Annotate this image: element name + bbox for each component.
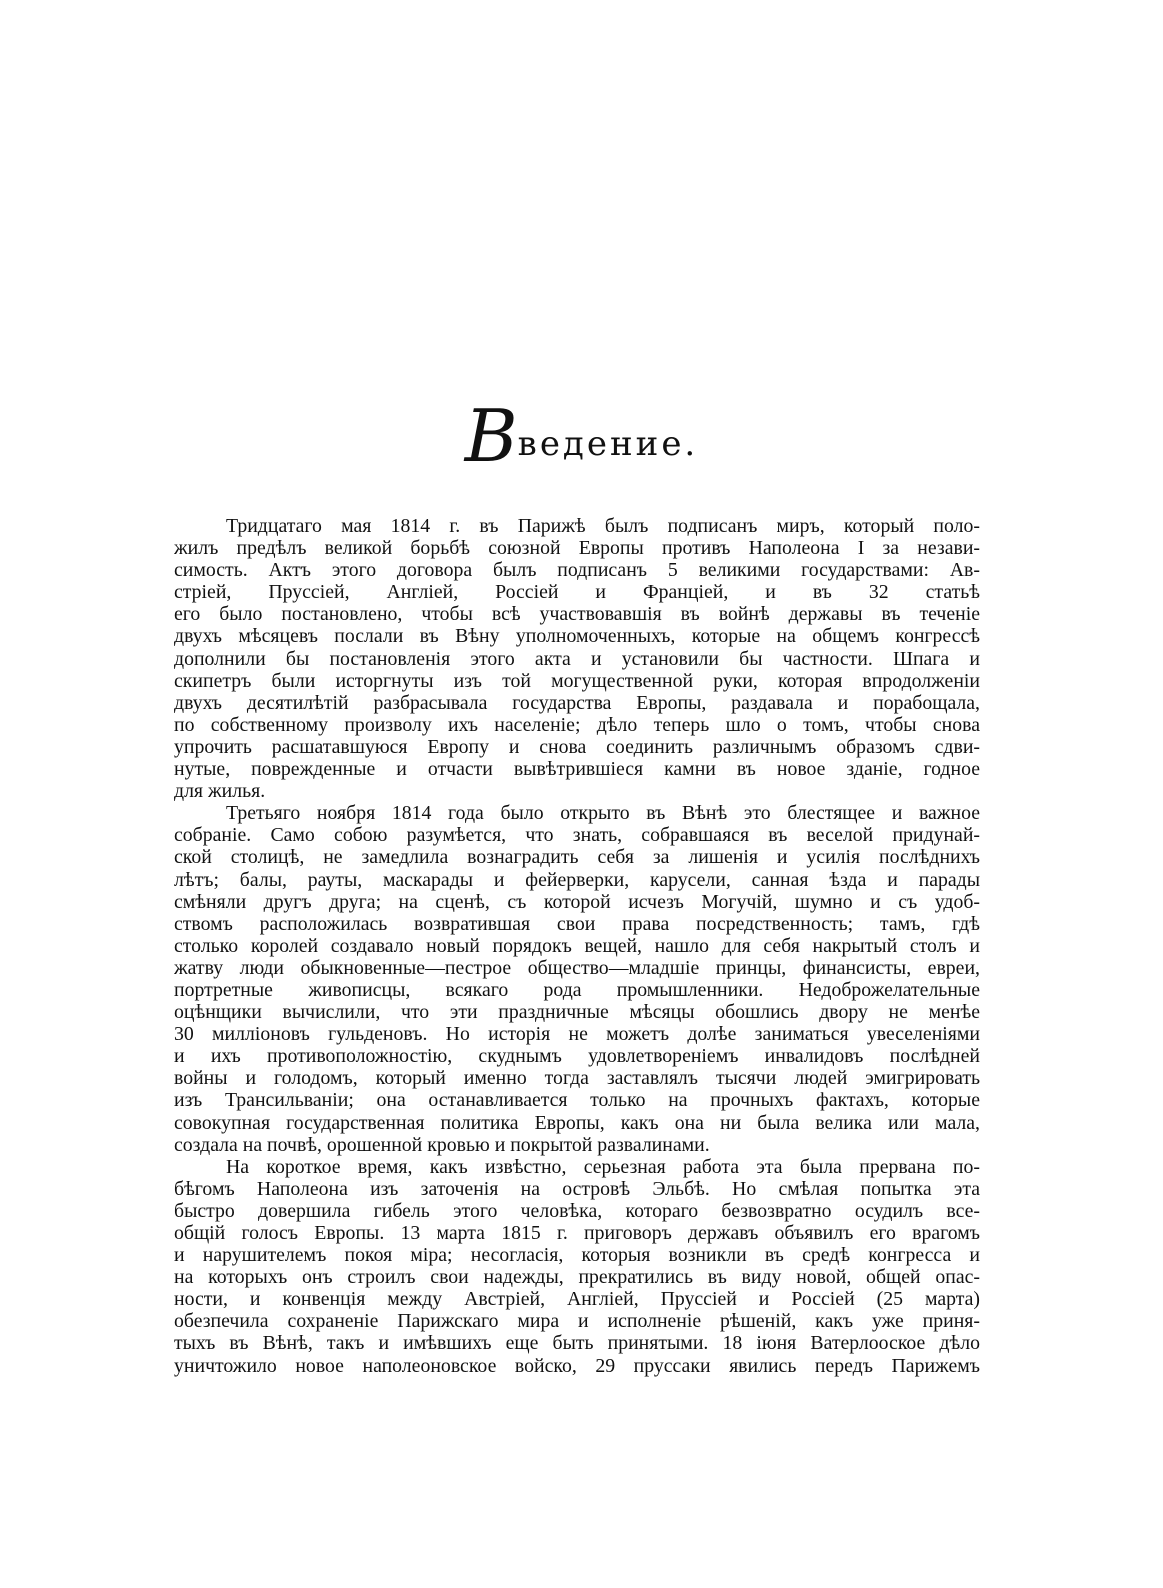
title-initial-letter: В [464,394,518,478]
text-line: 30 милліоновъ гульденовъ. Но исторія не можетъ долѣе заниматься увеселеніями [174,1023,980,1046]
text-line: скипетръ были исторгнуты изъ той могущественной руки, которая впродолженіи [174,669,980,692]
text-line: его было постановлено, чтобы всѣ участвовавшія въ войнѣ державы въ теченіе [174,603,980,626]
text-line: лѣтъ; балы, рауты, маскарады и фейерверки, карусели, санная ѣзда и парады [174,868,980,891]
text-line: для жилья. [174,780,266,803]
text-line: и ихъ противоположностію, скуднымъ удовлетвореніемъ инвалидовъ послѣдней [174,1045,980,1068]
title-text: ведение. [517,424,699,464]
text-line: по собственному произволу ихъ населеніе; дѣло теперь шло о томъ, чтобы снова [174,713,980,736]
text-line: двухъ десятилѣтій разбрасывала государства Европы, раздавала и порабощала, [174,691,980,714]
text-line: смѣняли другъ друга; на сценѣ, съ которой исчезъ Могучій, шумно и съ удоб- [174,890,980,913]
chapter-title [0,394,1163,478]
text-line: быстро довершила гибель этого человѣка, котораго безвозвратно осудилъ все- [174,1199,980,1222]
text-line: жилъ предѣлъ великой борьбѣ союзной Европы противъ Наполеона I за незави- [174,537,980,560]
text-line: уничтожило новое наполеоновское войско, 29 пруссаки явились передъ Парижемъ [174,1354,980,1377]
text-line: ской столицѣ, не замедлила вознаградить себя за лишенія и усилія послѣднихъ [174,846,980,869]
text-line: оцѣнщики вычислили, что эти праздничные мѣсяцы обошлись двору не менѣе [174,1001,980,1024]
text-line: изъ Трансильваніи; она останавливается только на прочныхъ фактахъ, которые [174,1089,980,1112]
text-line: жатву люди обыкновенные—пестрое общество—младшіе принцы, финансисты, евреи, [174,956,980,979]
text-line: войны и голодомъ, который именно тогда заставлялъ тысячи людей эмигрировать [174,1067,980,1090]
text-line: создала на почвѣ, орошенной кровью и покрытой развалинами. [174,1133,710,1156]
text-line: упрочить расшатавшуюся Европу и снова соединить различнымъ образомъ сдви- [174,735,980,758]
text-line: обезпечила сохраненіе Парижскаго мира и исполненіе рѣшеній, какъ уже приня- [174,1310,980,1333]
text-line: тыхъ въ Вѣнѣ, такъ и имѣвшихъ еще быть принятыми. 18 іюня Ватерлооское дѣло [174,1332,980,1355]
text-line: собраніе. Само собою разумѣется, что знать, собравшаяся въ веселой придунай- [174,824,980,847]
body-text [174,515,980,1377]
text-line: стріей, Пруссіей, Англіей, Россіей и Франціей, и въ 32 статьѣ [174,581,980,604]
text-line: бѣгомъ Наполеона изъ заточенія на островѣ Эльбѣ. Но смѣлая попытка эта [174,1177,980,1200]
text-line: двухъ мѣсяцевъ послали въ Вѣну уполномоченныхъ, которые на общемъ конгрессѣ [174,625,980,648]
text-line: Третьяго ноября 1814 года было открыто въ Вѣнѣ это блестящее и важное [226,802,980,825]
text-line: ствомъ расположилась возвратившая свои права посредственность; тамъ, гдѣ [174,912,980,935]
text-line: симость. Актъ этого договора былъ подписанъ 5 великими государствами: Ав- [174,559,980,582]
text-line: общій голосъ Европы. 13 марта 1815 г. приговоръ державъ объявилъ его врагомъ [174,1222,980,1244]
text-line: и нарушителемъ покоя міра; несогласія, которыя возникли въ средѣ конгресса и [174,1244,980,1267]
text-line: нутые, поврежденные и отчасти вывѣтрившіеся камни въ новое зданіе, годное [174,758,980,781]
text-line: На короткое время, какъ извѣстно, серьезная работа эта была прервана по- [226,1155,980,1178]
text-line: портретные живописцы, всякаго рода промышленники. Недоброжелательные [174,978,980,1001]
text-line: на которыхъ онъ строилъ свои надежды, прекратились въ виду новой, общей опас- [174,1266,980,1289]
text-line: ности, и конвенція между Австріей, Англіей, Пруссіей и Россіей (25 марта) [174,1288,980,1311]
text-line: Тридцатаго мая 1814 г. въ Парижѣ былъ подписанъ миръ, который поло- [226,515,980,537]
text-line: совокупная государственная политика Европы, какъ она ни была велика или мала, [174,1111,980,1134]
text-line: дополнили бы постановленія этого акта и установили бы частности. Шпага и [174,647,980,670]
text-line: столько королей создавало новый порядокъ вещей, нашло для себя накрытый столъ и [174,934,980,957]
